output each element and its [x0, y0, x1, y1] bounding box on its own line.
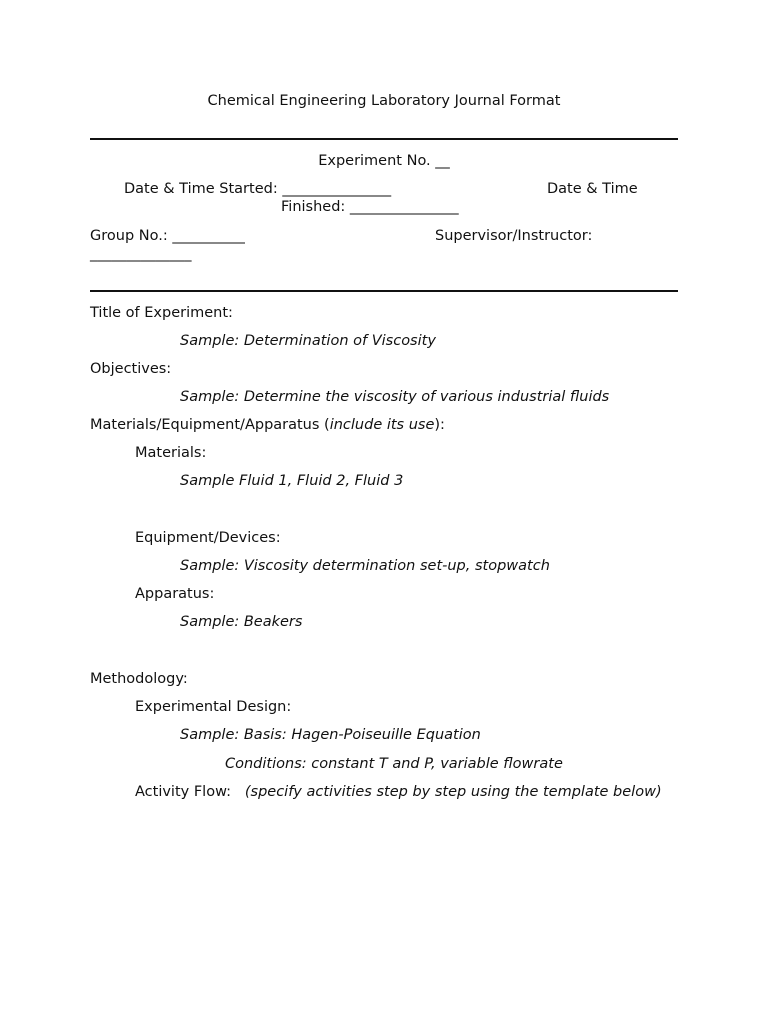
apparatus-sample: Sample: Beakers	[180, 614, 303, 630]
supervisor-blank: ______________	[90, 246, 192, 262]
materials-sample: Sample Fluid 1, Fluid 2, Fluid 3	[180, 473, 404, 489]
supervisor-label: Supervisor/Instructor:	[435, 228, 593, 244]
objectives-sample: Sample: Determine the viscosity of various industrial fluids	[180, 389, 610, 405]
date-time-started: Date & Time Started: _______________	[124, 181, 392, 197]
title-sample: Sample: Determination of Viscosity	[180, 333, 436, 349]
header-bottom-rule	[90, 290, 678, 292]
methodology-label: Methodology:	[90, 671, 188, 687]
design-sample: Sample: Basis: Hagen-Poiseuille Equation	[180, 727, 481, 743]
activity-flow-paragraph	[90, 783, 675, 801]
materials-label: Materials:	[135, 445, 207, 461]
group-number: Group No.: __________	[90, 228, 245, 244]
experiment-number: Experiment No. __	[318, 153, 450, 169]
activity-flow-note: (specify activities step by step using the template below)	[244, 784, 662, 800]
materials-heading-italic: include its use	[329, 417, 435, 433]
equipment-sample: Sample: Viscosity determination set-up, stopwatch	[180, 558, 550, 574]
document-title: Chemical Engineering Laboratory Journal Format	[207, 93, 561, 109]
header-top-rule	[90, 138, 678, 140]
materials-equipment-heading	[90, 416, 445, 434]
date-time-finished-label: Date & Time	[547, 181, 638, 197]
apparatus-label: Apparatus:	[135, 586, 215, 602]
materials-heading-text: Materials/Equipment/Apparatus (	[90, 417, 330, 433]
conditions-text: Conditions: constant T and P, variable flowrate	[225, 756, 563, 772]
equipment-label: Equipment/Devices:	[135, 530, 281, 546]
title-of-experiment-label: Title of Experiment:	[90, 305, 233, 321]
activity-flow-label: Activity Flow:	[135, 784, 232, 800]
objectives-label: Objectives:	[90, 361, 172, 377]
materials-heading-close: ):	[434, 417, 445, 433]
experimental-design-label: Experimental Design:	[135, 699, 292, 715]
date-time-finished-field: Finished: _______________	[281, 199, 459, 215]
